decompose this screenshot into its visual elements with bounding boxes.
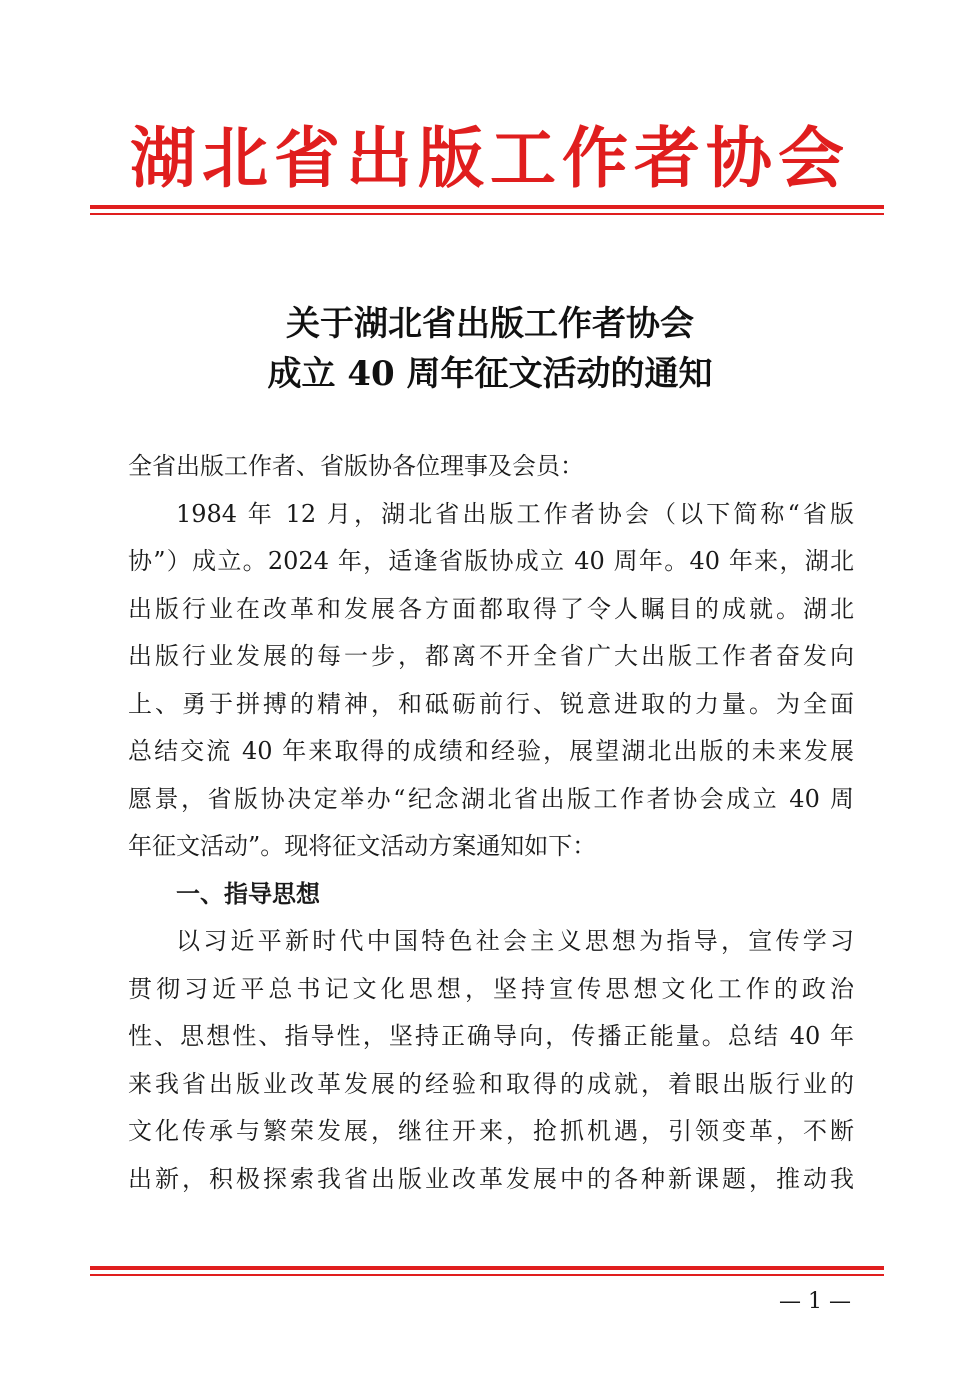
- section1-line: 贯彻习近平总书记文化思想，坚持宣传思想文化工作的政治: [128, 974, 854, 1003]
- intro-line: 1984 年 12 月，湖北省出版工作者协会（以下简称“省版: [176, 499, 854, 528]
- section1-line: 以习近平新时代中国特色社会主义思想为指导，宣传学习: [176, 927, 854, 955]
- footer-divider-thick: [90, 1266, 884, 1270]
- section1-line: 来我省出版业改革发展的经验和取得的成就，着眼出版行业的: [128, 1069, 854, 1098]
- section-heading-guiding-ideology: 一、指导思想: [176, 879, 320, 908]
- page-number: — 1 —: [779, 1289, 851, 1314]
- header-divider: [90, 205, 884, 215]
- intro-line: 总结交流 40 年来取得的成绩和经验，展望湖北出版的未来发展: [128, 737, 854, 765]
- intro-line: 上、勇于拼搏的精神，和砥砺前行、锐意进取的力量。为全面: [128, 689, 854, 718]
- intro-line: 出版行业发展的每一步，都离不开全省广大出版工作者奋发向: [128, 642, 854, 670]
- header-divider-thin: [90, 213, 884, 215]
- document-title-line-2: 成立 40 周年征文活动的通知: [267, 354, 713, 394]
- header-divider-thick: [90, 205, 884, 209]
- intro-line: 年征文活动”。现将征文活动方案通知如下：: [128, 832, 597, 860]
- footer-divider-thin: [90, 1274, 884, 1276]
- salutation: 全省出版工作者、省版协各位理事及会员：: [128, 452, 584, 480]
- intro-line: 协”）成立。2024 年，适逢省版协成立 40 周年。40 年来，湖北: [128, 547, 854, 575]
- intro-line: 出版行业在改革和发展各方面都取得了令人瞩目的成就。湖北: [128, 594, 854, 623]
- organization-header: 湖北省出版工作者协会: [130, 119, 850, 197]
- section1-line: 文化传承与繁荣发展，继往开来，抢抓机遇，引领变革，不断: [128, 1117, 854, 1145]
- section1-line: 性、思想性、指导性，坚持正确导向，传播正能量。总结 40 年: [128, 1022, 854, 1050]
- footer-divider: [90, 1266, 884, 1276]
- document-body: [128, 443, 854, 1203]
- intro-line: 愿景，省版协决定举办“纪念湖北省出版工作者协会成立 40 周: [128, 784, 854, 813]
- document-title-line-1: 关于湖北省出版工作者协会: [286, 304, 694, 344]
- section1-line: 出新，积极探索我省出版业改革发展中的各种新课题，推动我: [128, 1164, 854, 1193]
